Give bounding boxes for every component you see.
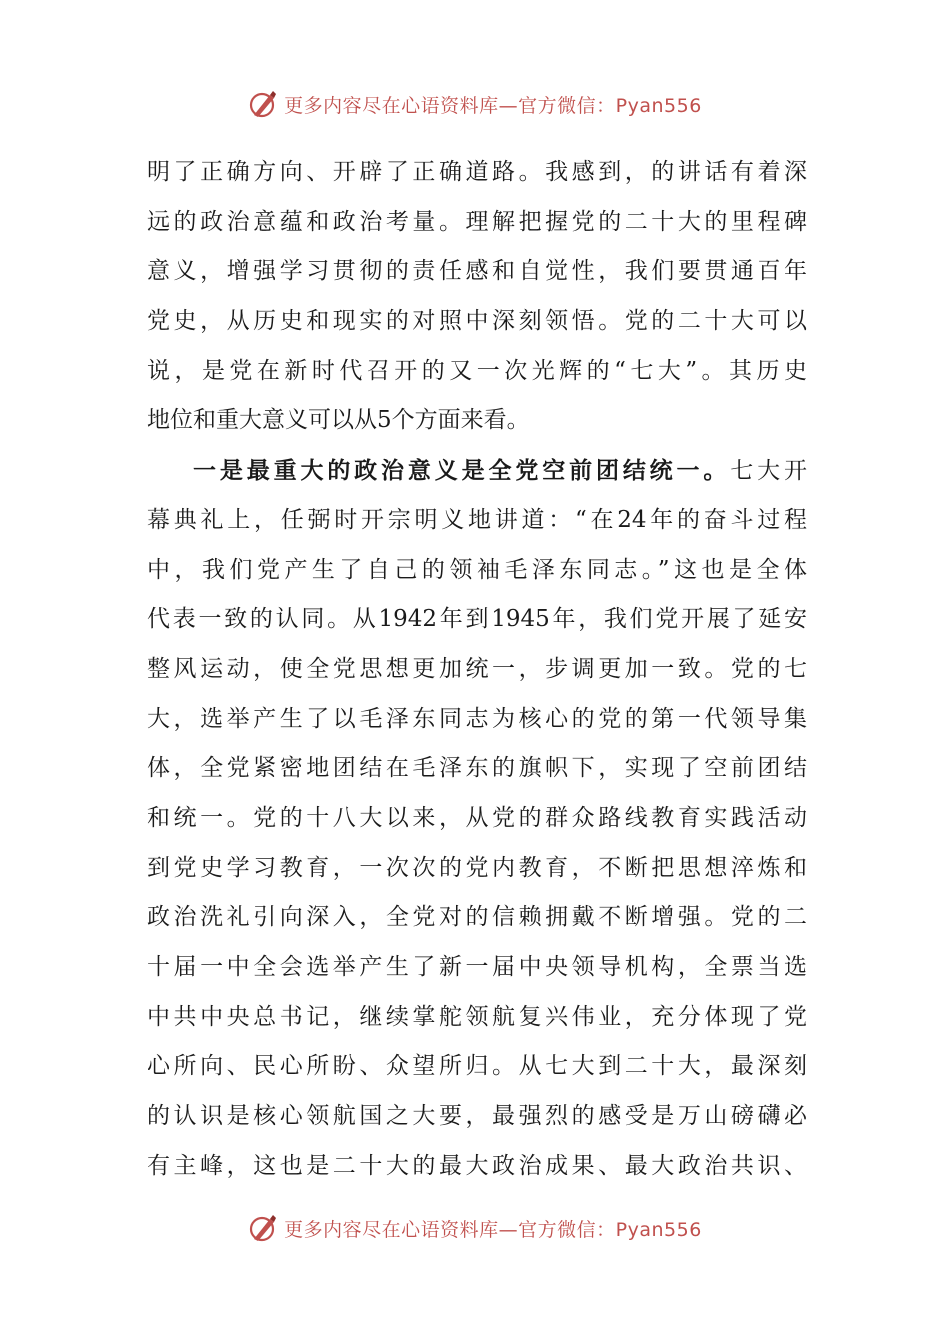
body-line: 中，我们党产生了自己的领袖毛泽东同志。”这也是全体	[147, 556, 807, 583]
paragraph-lead-rest: 七大开	[730, 458, 808, 485]
paragraph-lead-line	[147, 446, 807, 496]
body-line: 整风运动，使全党思想更加统一，步调更加一致。党的七	[147, 655, 807, 682]
body-line: 地位和重大意义可以从5个方面来看。	[147, 407, 530, 434]
body-line: 十届一中全会选举产生了新一届中央领导机构，全票当选	[147, 954, 807, 980]
body-line: 代表一致的认同。从1942年到1945年，我们党开展了延安	[147, 606, 807, 633]
body-line: 远的政治意蕴和政治考量。理解把握党的二十大的里程碑	[147, 208, 807, 235]
body-line: 的认识是核心领航国之大要，最强烈的感受是万山磅礴必	[147, 1103, 807, 1130]
document-body	[147, 148, 807, 1191]
body-line: 大，选举产生了以毛泽东同志为核心的党的第一代领导集	[147, 705, 807, 732]
body-line: 体，全党紧密地团结在毛泽东的旗帜下，实现了空前团结	[147, 755, 807, 782]
header-watermark	[0, 86, 950, 122]
body-line: 政治洗礼引向深入，全党对的信赖拥戴不断增强。党的二	[147, 904, 807, 931]
body-line: 和统一。党的十八大以来，从党的群众路线教育实践活动	[147, 804, 807, 831]
watermark-text: 更多内容尽在心语资料库—官方微信：Pyan556	[284, 1218, 702, 1241]
body-line: 中共中央总书记，继续掌舵领航复兴伟业，充分体现了党	[147, 1003, 807, 1030]
paragraph-heading: 一是最重大的政治意义是全党空前团结统一。	[193, 457, 731, 485]
body-line: 说，是党在新时代召开的又一次光辉的“七大”。其历史	[147, 357, 807, 384]
body-line: 有主峰，这也是二十大的最大政治成果、最大政治共识、	[147, 1152, 807, 1179]
body-line: 幕典礼上，任弼时开宗明义地讲道：“在24年的奋斗过程	[147, 506, 807, 533]
pen-logo-icon	[248, 89, 278, 119]
body-line: 党史，从历史和现实的对照中深刻领悟。党的二十大可以	[147, 308, 807, 335]
footer-watermark	[0, 1210, 950, 1246]
body-line: 意义，增强学习贯彻的责任感和自觉性，我们要贯通百年	[147, 258, 807, 285]
body-line: 明了正确方向、开辟了正确道路。我感到，的讲话有着深	[147, 159, 807, 185]
body-line: 心所向、民心所盼、众望所归。从七大到二十大，最深刻	[147, 1053, 807, 1080]
pen-logo-icon	[248, 1213, 278, 1243]
watermark-text: 更多内容尽在心语资料库—官方微信：Pyan556	[284, 94, 702, 117]
body-line: 到党史学习教育，一次次的党内教育，不断把思想淬炼和	[147, 854, 807, 881]
